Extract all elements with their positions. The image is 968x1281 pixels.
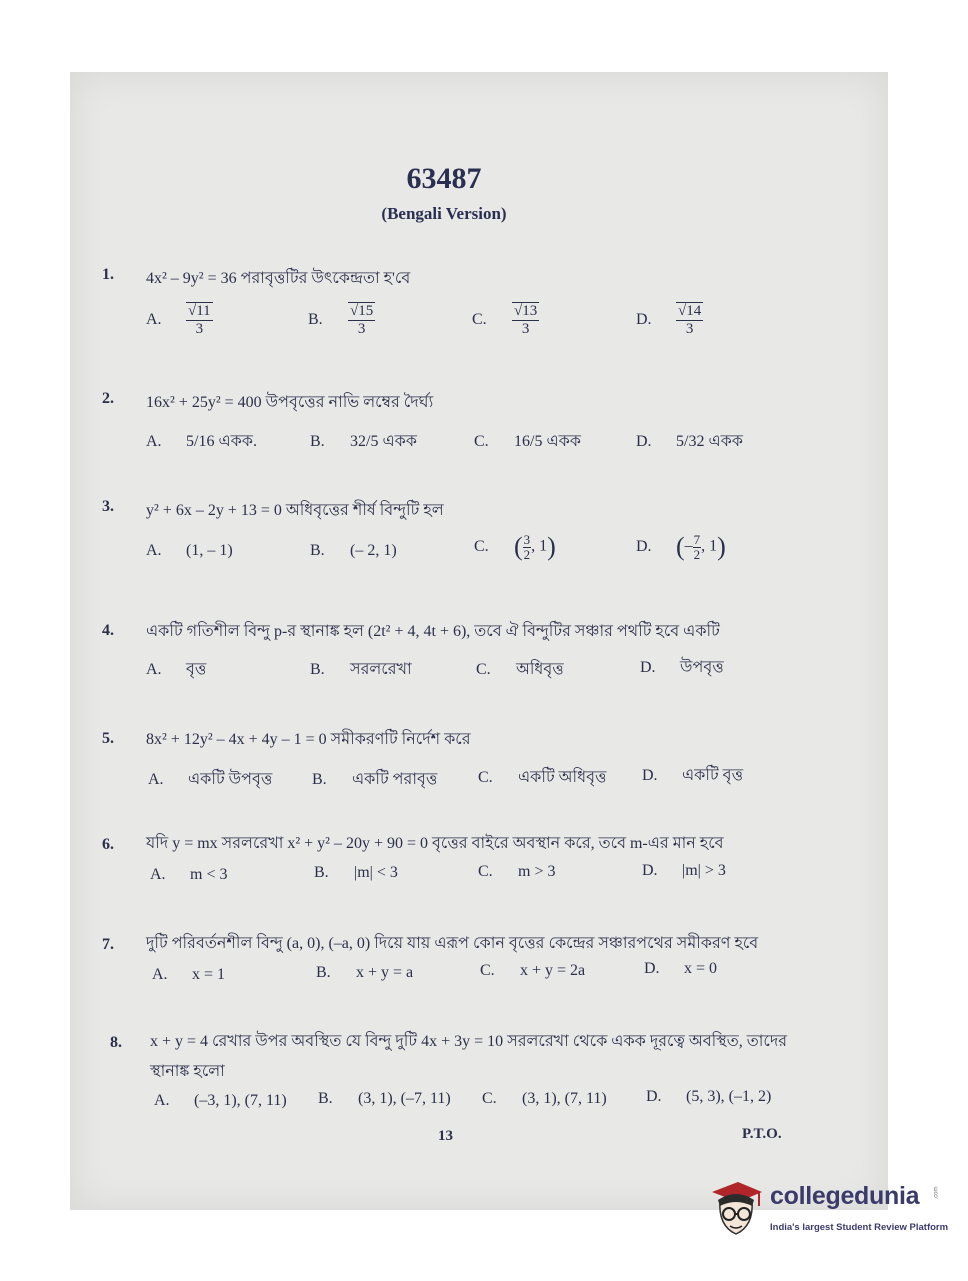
paper-code: 63487 (406, 162, 482, 195)
question-number: 5. (102, 730, 114, 747)
question-text: একটি গতিশীল বিন্দু p-র স্থানাঙ্ক হল (2t² + 4, 4t + 6), তবে ঐ বিন্দুটির সঞ্চার পথটি হবে একটি (146, 623, 720, 640)
option-c: C. অধিবৃত্ত (476, 661, 564, 678)
question-number: 1. (102, 266, 114, 283)
option-c: C. $\frac{√13}{3}$ (472, 303, 538, 337)
question-number: 3. (102, 498, 114, 515)
question-text: 16x² + 25y² = 400 উপবৃত্তের নাভি লম্বের দৈর্ঘ্য (146, 394, 434, 411)
option-a: A. (1, – 1) (146, 542, 233, 559)
question-text: x + y = 4 রেখার উপর অবস্থিত যে বিন্দু দুটি 4x + 3y = 10 সরলরেখা থেকে একক দূরত্বে অবস্থিত, তাদের (150, 1033, 788, 1050)
option-d: D. একটি বৃত্ত (642, 767, 744, 784)
option-d: D. |m| > 3 (642, 862, 726, 879)
option-a: A. 5/16 একক. (146, 433, 258, 450)
option-b: B. (– 2, 1) (310, 542, 397, 559)
question-text: 8x² + 12y² – 4x + 4y – 1 = 0 সমীকরণটি নির্দেশ করে (146, 731, 471, 748)
pto-label: P.T.O. (742, 1126, 782, 1142)
option-b: B. |m| < 3 (314, 864, 398, 881)
brand-domain: .com (933, 1186, 940, 1200)
question-text: y² + 6x – 2y + 13 = 0 অধিবৃত্তের শীর্ষ বিন্দুটি হল (146, 502, 444, 519)
option-c: C. m > 3 (478, 863, 556, 880)
question-number: 7. (102, 936, 114, 953)
option-a: A. বৃত্ত (146, 661, 207, 678)
option-b: B. একটি পরাবৃত্ত (312, 771, 438, 788)
option-b: B. সরলরেখা (310, 661, 412, 678)
option-d: D. (5, 3), (–1, 2) (646, 1088, 772, 1105)
option-a: A. একটি উপবৃত্ত (148, 771, 273, 788)
question-text: 4x² – 9y² = 36 পরাবৃত্তটির উৎকেন্দ্রতা হ'বে (146, 270, 411, 287)
option-c: C. x + y = 2a (480, 962, 586, 979)
option-b: B. 32/5 একক (310, 433, 418, 450)
brand-watermark (708, 1176, 949, 1246)
question-number: 6. (102, 836, 114, 853)
question-number: 8. (110, 1034, 122, 1051)
option-a: A. (–3, 1), (7, 11) (154, 1092, 287, 1109)
question-text: দুটি পরিবর্তনশীল বিন্দু (a, 0), (–a, 0) দিয়ে যায় এরূপ কোন বৃত্তের কেন্দ্রের সঞ্চারপথের সমীকরণ হবে (146, 935, 759, 952)
option-d: D. উপবৃত্ত (640, 659, 724, 676)
question-text: যদি y = mx সরলরেখা x² + y² – 20y + 90 = 0 বৃত্তের বাইরে অবস্থান করে, তবে m-এর মান হবে (146, 835, 724, 852)
option-a: A. x = 1 (152, 966, 226, 983)
option-a: A. $\frac{√11}{3}$ (146, 303, 211, 337)
paper-version: (Bengali Version) (381, 204, 507, 223)
option-b: B. $\frac{√15}{3}$ (308, 303, 374, 337)
option-c: C. ( $\frac{3}{2}$ , 1) (474, 531, 556, 562)
brand-tagline: India's largest Student Review Platform (770, 1222, 949, 1233)
option-d: D. $\frac{√14}{3}$ (636, 303, 702, 337)
page-number: 13 (438, 1128, 453, 1144)
brand-name: collegedunia (770, 1182, 920, 1210)
option-b: B. (3, 1), (–7, 11) (318, 1090, 451, 1107)
option-d: D. x = 0 (644, 960, 718, 977)
option-d: D. 5/32 একক (636, 433, 744, 450)
mascot-logo-icon (708, 1178, 764, 1240)
option-a: A. m < 3 (150, 866, 228, 883)
option-b: B. x + y = a (316, 964, 414, 981)
option-d: D. (– $\frac{7}{2}$ , 1) (636, 531, 726, 562)
option-c: C. 16/5 একক (474, 433, 582, 450)
question-number: 4. (102, 622, 114, 639)
option-c: C. একটি অধিবৃত্ত (478, 769, 607, 786)
option-c: C. (3, 1), (7, 11) (482, 1090, 607, 1107)
question-text-continued: স্থানাঙ্ক হলো (150, 1063, 225, 1080)
question-number: 2. (102, 390, 114, 407)
